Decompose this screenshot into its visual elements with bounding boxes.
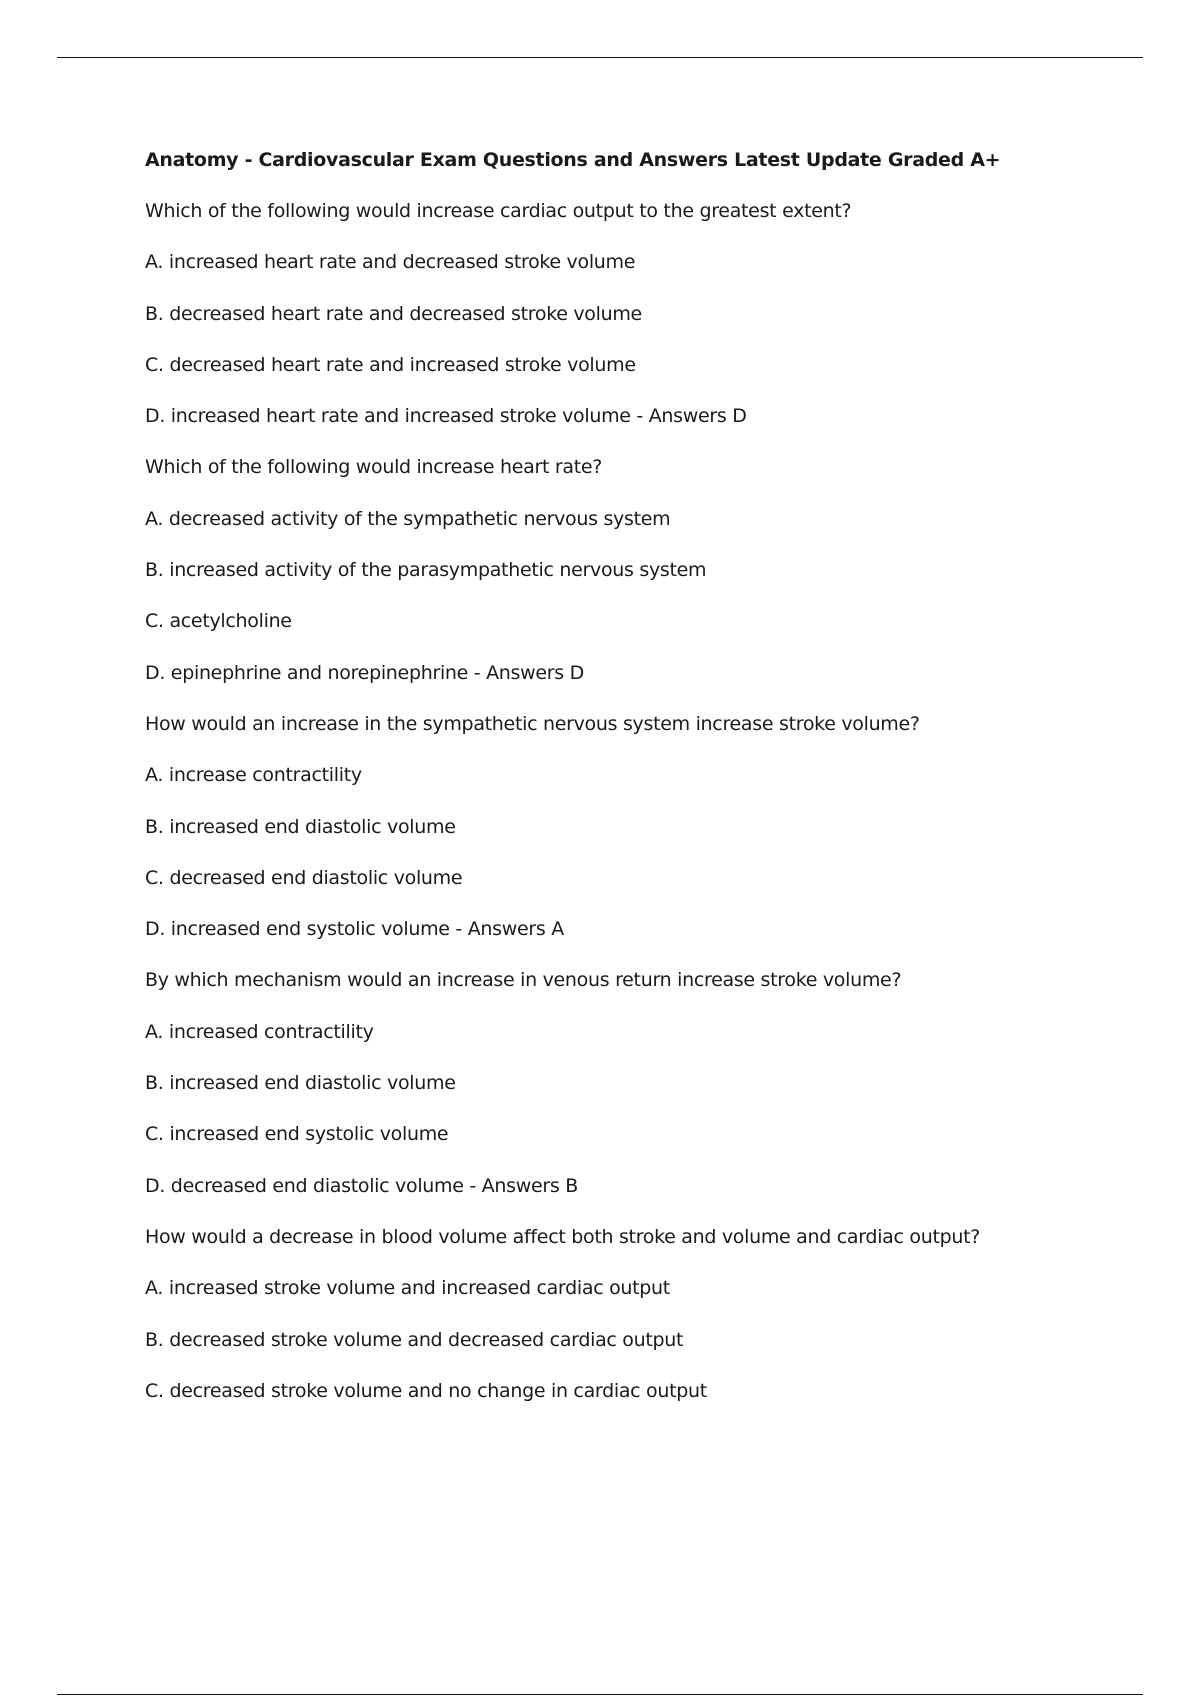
question-1-option-d: D. increased heart rate and increased stroke volume - Answers D — [145, 405, 747, 428]
question-4-option-b: B. increased end diastolic volume — [145, 1072, 456, 1095]
question-3-text: How would an increase in the sympathetic nervous system increase stroke volume? — [145, 712, 920, 735]
footer-rule — [57, 1694, 1143, 1695]
question-3-option-d: D. increased end systolic volume - Answers A — [145, 918, 564, 941]
question-5-option-b: B. decreased stroke volume and decreased cardiac output — [145, 1328, 684, 1351]
question-1-option-a: A. increased heart rate and decreased stroke volume — [145, 251, 636, 274]
question-4-option-a: A. increased contractility — [145, 1020, 374, 1043]
header-rule — [57, 57, 1143, 58]
question-2-option-a: A. decreased activity of the sympathetic nervous system — [145, 507, 671, 530]
question-2-option-c: C. acetylcholine — [145, 610, 292, 633]
question-3-option-a: A. increase contractility — [145, 764, 362, 787]
question-5-text: How would a decrease in blood volume affect both stroke and volume and cardiac output? — [145, 1225, 981, 1248]
question-4-option-c: C. increased end systolic volume — [145, 1123, 449, 1146]
question-1-option-b: B. decreased heart rate and decreased stroke volume — [145, 302, 642, 325]
question-5-option-a: A. increased stroke volume and increased cardiac output — [145, 1277, 670, 1300]
question-2-text: Which of the following would increase heart rate? — [145, 456, 603, 479]
document-body — [145, 145, 1145, 1406]
question-1-text: Which of the following would increase cardiac output to the greatest extent? — [145, 200, 852, 222]
question-5-option-c: C. decreased stroke volume and no change in cardiac output — [145, 1379, 707, 1402]
question-3-option-c: C. decreased end diastolic volume — [145, 866, 463, 889]
question-1-option-c: C. decreased heart rate and increased stroke volume — [145, 353, 636, 376]
question-2-option-d: D. epinephrine and norepinephrine - Answers D — [145, 661, 584, 684]
document-title: Anatomy - Cardiovascular Exam Questions and Answers Latest Update Graded A+ — [145, 149, 1001, 171]
question-4-option-d: D. decreased end diastolic volume - Answers B — [145, 1174, 578, 1197]
question-2-option-b: B. increased activity of the parasympathetic nervous system — [145, 559, 707, 582]
question-4-text: By which mechanism would an increase in venous return increase stroke volume? — [145, 969, 902, 992]
question-3-option-b: B. increased end diastolic volume — [145, 815, 456, 838]
